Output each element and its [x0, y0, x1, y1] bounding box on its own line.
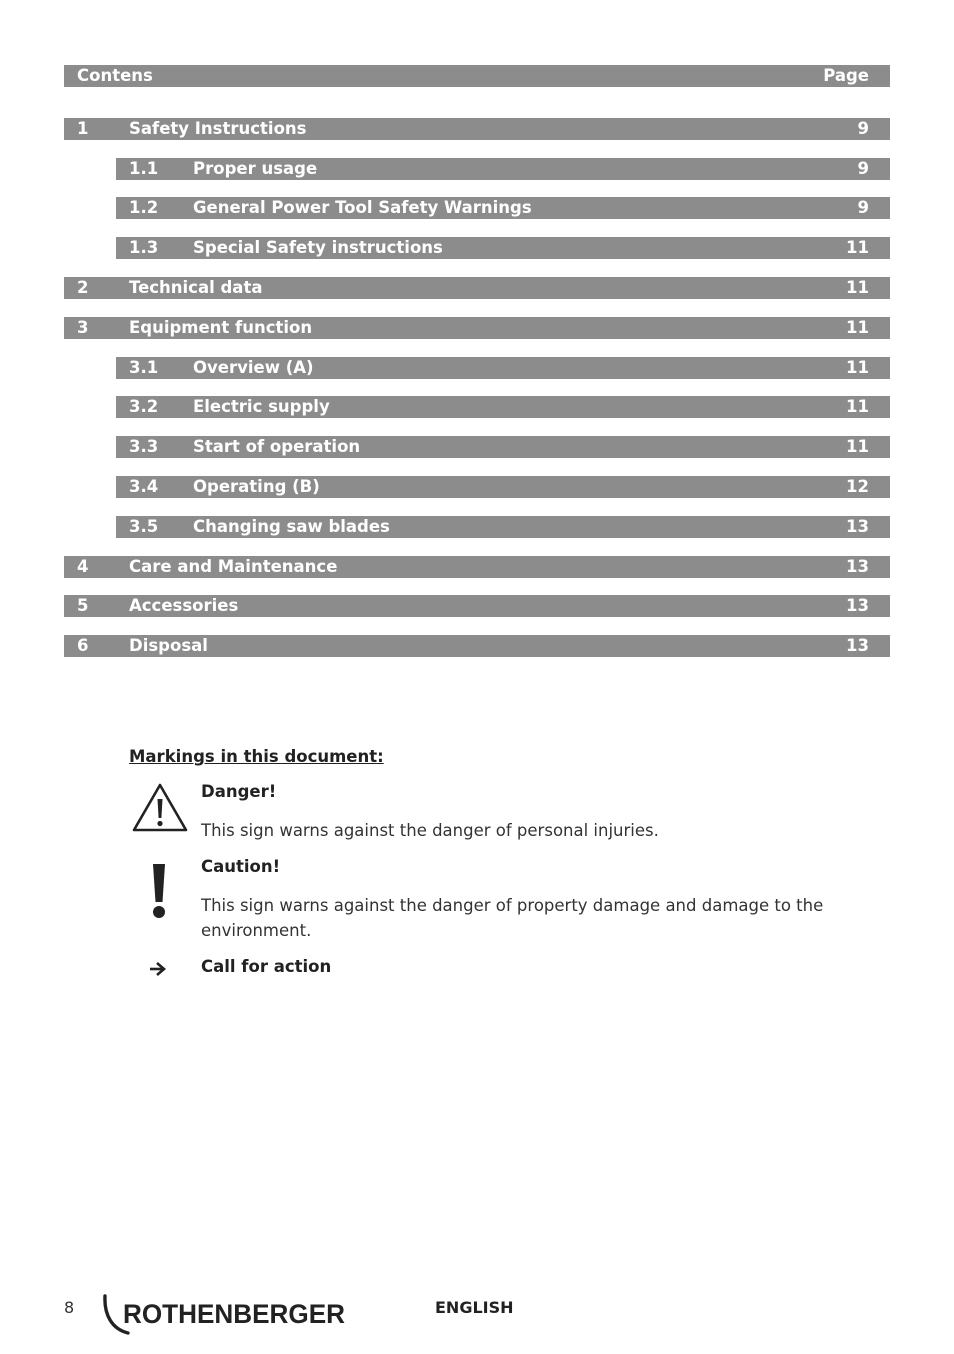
toc-entry-5[interactable]	[64, 595, 890, 617]
toc-entry-1-2[interactable]	[116, 197, 890, 219]
toc-entry-3-1[interactable]	[116, 357, 890, 379]
toc-entry-title: Disposal	[129, 636, 208, 655]
toc-header-page: Page	[823, 66, 869, 85]
toc-entry-number: 3.5	[129, 517, 159, 536]
arrow-right-icon	[149, 961, 167, 977]
toc-entry-3-2[interactable]	[116, 396, 890, 418]
toc-entry-number: 3.3	[129, 437, 159, 456]
toc-entry-4[interactable]	[64, 556, 890, 578]
markings-heading: Markings in this document:	[129, 747, 384, 766]
toc-entry-page: 9	[857, 198, 869, 217]
toc-entry-page: 9	[857, 159, 869, 178]
rothenberger-logo	[100, 1291, 350, 1337]
danger-text: This sign warns against the danger of personal injuries.	[201, 821, 659, 840]
toc-header	[64, 65, 890, 87]
toc-entry-3-4[interactable]	[116, 476, 890, 498]
toc-entry-number: 4	[77, 557, 89, 576]
toc-entry-title: Overview (A)	[193, 358, 314, 377]
caution-title: Caution!	[201, 857, 281, 876]
toc-entry-title: Special Safety instructions	[193, 238, 443, 257]
toc-entry-title: Accessories	[129, 596, 239, 615]
toc-entry-page: 11	[846, 397, 869, 416]
svg-text:ROTHENBERGER: ROTHENBERGER	[123, 1299, 345, 1329]
language-label: ENGLISH	[435, 1298, 514, 1317]
toc-entry-number: 1	[77, 119, 89, 138]
toc-entry-title: Electric supply	[193, 397, 330, 416]
page-number: 8	[64, 1298, 75, 1317]
toc-entry-title: General Power Tool Safety Warnings	[193, 198, 532, 217]
toc-entry-title: Safety Instructions	[129, 119, 307, 138]
toc-entry-number: 1.1	[129, 159, 159, 178]
toc-entry-page: 11	[846, 278, 869, 297]
toc-entry-title: Technical data	[129, 278, 263, 297]
toc-entry-page: 11	[846, 318, 869, 337]
danger-title: Danger!	[201, 782, 277, 801]
toc-entry-1[interactable]	[64, 118, 890, 140]
toc-entry-page: 13	[846, 517, 869, 536]
toc-entry-title: Care and Maintenance	[129, 557, 338, 576]
toc-entry-title: Operating (B)	[193, 477, 320, 496]
toc-entry-page: 11	[846, 437, 869, 456]
action-title: Call for action	[201, 957, 332, 976]
toc-entry-page: 11	[846, 238, 869, 257]
toc-entry-1-1[interactable]	[116, 158, 890, 180]
toc-entry-3-5[interactable]	[116, 516, 890, 538]
toc-entry-3-3[interactable]	[116, 436, 890, 458]
toc-entry-number: 2	[77, 278, 89, 297]
toc-entry-2[interactable]	[64, 277, 890, 299]
warning-triangle-icon	[131, 782, 189, 834]
toc-entry-3[interactable]	[64, 317, 890, 339]
toc-entry-title: Start of operation	[193, 437, 361, 456]
toc-entry-title: Equipment function	[129, 318, 313, 337]
toc-entry-number: 1.2	[129, 198, 159, 217]
toc-entry-page: 12	[846, 477, 869, 496]
toc-entry-number: 3	[77, 318, 89, 337]
caution-text: This sign warns against the danger of property damage and damage to the environment.	[201, 896, 824, 940]
toc-entry-number: 5	[77, 596, 89, 615]
toc-entry-number: 1.3	[129, 238, 159, 257]
toc-entry-title: Proper usage	[193, 159, 318, 178]
toc-entry-title: Changing saw blades	[193, 517, 390, 536]
toc-entry-number: 3.4	[129, 477, 159, 496]
toc-entry-page: 13	[846, 636, 869, 655]
toc-entry-number: 3.1	[129, 358, 159, 377]
toc-entry-6[interactable]	[64, 635, 890, 657]
toc-entry-page: 13	[846, 557, 869, 576]
toc-entry-number: 3.2	[129, 397, 159, 416]
exclamation-icon	[148, 862, 170, 922]
toc-entry-1-3[interactable]	[116, 237, 890, 259]
toc-entry-page: 9	[857, 119, 869, 138]
toc-entry-page: 13	[846, 596, 869, 615]
toc-entry-number: 6	[77, 636, 89, 655]
toc-entry-page: 11	[846, 358, 869, 377]
toc-header-title: Contens	[77, 66, 153, 85]
